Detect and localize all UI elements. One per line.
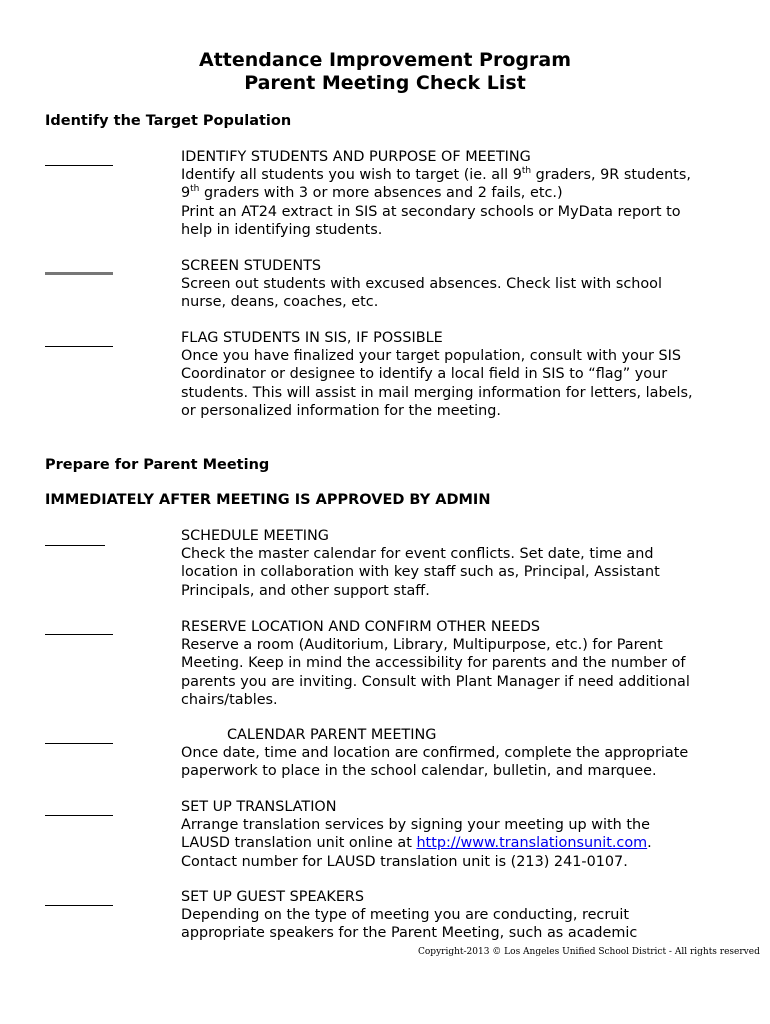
translation-unit-link[interactable]: http://www.translationsunit.com (416, 835, 648, 852)
checklist-item-reserve-location (181, 618, 731, 709)
item-text-line: students. This will assist in mail merging information for letters, labels, (181, 384, 693, 401)
item-text-line: Depending on the type of meeting you are conducting, recruit (181, 907, 630, 924)
item-heading: SCREEN STUDENTS (181, 258, 322, 274)
checkbox-line-identify-students[interactable] (45, 165, 113, 166)
item-text-line: Coordinator or designee to identify a local field in SIS to “flag” your (181, 366, 668, 383)
item-text-line: Once you have finalized your target population, consult with your SIS (181, 348, 682, 365)
item-text-line: Reserve a room (Auditorium, Library, Multipurpose, etc.) for Parent (181, 637, 663, 654)
item-text-line: Identify all students you wish to target (ie. all 9th graders, 9R students, (181, 166, 691, 184)
item-text-line: LAUSD translation unit online at http://www.translationsunit.com. (181, 835, 652, 852)
checklist-item-identify-students (181, 148, 731, 239)
checkbox-line-translation[interactable] (45, 815, 113, 816)
item-text-line: parents you are inviting. Consult with Plant Manager if need additional (181, 673, 690, 690)
checklist-item-flag-students (181, 329, 731, 420)
checkbox-line-screen-students[interactable] (45, 272, 113, 275)
checkbox-line-guest-speakers[interactable] (45, 905, 113, 906)
item-text-line: chairs/tables. (181, 691, 278, 708)
item-text-line: Screen out students with excused absences. Check list with school (181, 276, 662, 293)
checklist-item-screen-students (181, 257, 731, 312)
item-text-line: Meeting. Keep in mind the accessibility for parents and the number of (181, 655, 686, 672)
section-heading-target-population: Identify the Target Population (45, 113, 292, 129)
item-text-line: Print an AT24 extract in SIS at secondary schools or MyData report to (181, 203, 681, 220)
checklist-item-guest-speakers (181, 888, 731, 943)
document-title: Attendance Improvement Program (198, 49, 571, 71)
document-subtitle: Parent Meeting Check List (244, 72, 526, 94)
item-text-line: appropriate speakers for the Parent Meeting, such as academic (181, 925, 638, 942)
item-text-line: paperwork to place in the school calendar, bulletin, and marquee. (181, 763, 657, 780)
item-text-line: Principals, and other support staff. (181, 582, 430, 599)
item-heading: RESERVE LOCATION AND CONFIRM OTHER NEEDS (181, 619, 541, 635)
checklist-item-calendar-meeting (181, 726, 731, 781)
checkbox-line-reserve-location[interactable] (45, 634, 113, 635)
item-text-line: 9th graders with 3 or more absences and 2 fails, etc.) (181, 184, 563, 202)
item-heading: SET UP GUEST SPEAKERS (181, 889, 365, 905)
checkbox-line-schedule-meeting[interactable] (45, 545, 105, 546)
checkbox-line-calendar-meeting[interactable] (45, 743, 113, 744)
item-text-line: Check the master calendar for event conflicts. Set date, time and (181, 546, 654, 563)
section-subheading-after-approval: IMMEDIATELY AFTER MEETING IS APPROVED BY ADMIN (45, 492, 491, 508)
checklist-item-schedule-meeting (181, 527, 731, 600)
item-heading: FLAG STUDENTS IN SIS, IF POSSIBLE (181, 330, 443, 346)
item-text-line: or personalized information for the meeting. (181, 402, 501, 419)
item-text-line: location in collaboration with key staff such as, Principal, Assistant (181, 564, 660, 581)
item-heading: CALENDAR PARENT MEETING (227, 727, 437, 743)
item-text-line: nurse, deans, coaches, etc. (181, 294, 379, 311)
item-text-line: Once date, time and location are confirmed, complete the appropriate (181, 745, 689, 762)
item-text-line: Contact number for LAUSD translation unit is (213) 241-0107. (181, 853, 628, 870)
item-heading: IDENTIFY STUDENTS AND PURPOSE OF MEETING (181, 149, 531, 165)
checklist-item-translation (181, 798, 731, 871)
copyright-footer: Copyright-2013 © Los Angeles Unified School District - All rights reserved (418, 947, 760, 957)
item-heading: SET UP TRANSLATION (181, 799, 337, 815)
item-text-line: help in identifying students. (181, 221, 383, 238)
item-text-line: Arrange translation services by signing your meeting up with the (181, 817, 650, 834)
checkbox-line-flag-students[interactable] (45, 346, 113, 347)
item-heading: SCHEDULE MEETING (181, 528, 329, 544)
section-heading-prepare-meeting: Prepare for Parent Meeting (45, 457, 270, 473)
